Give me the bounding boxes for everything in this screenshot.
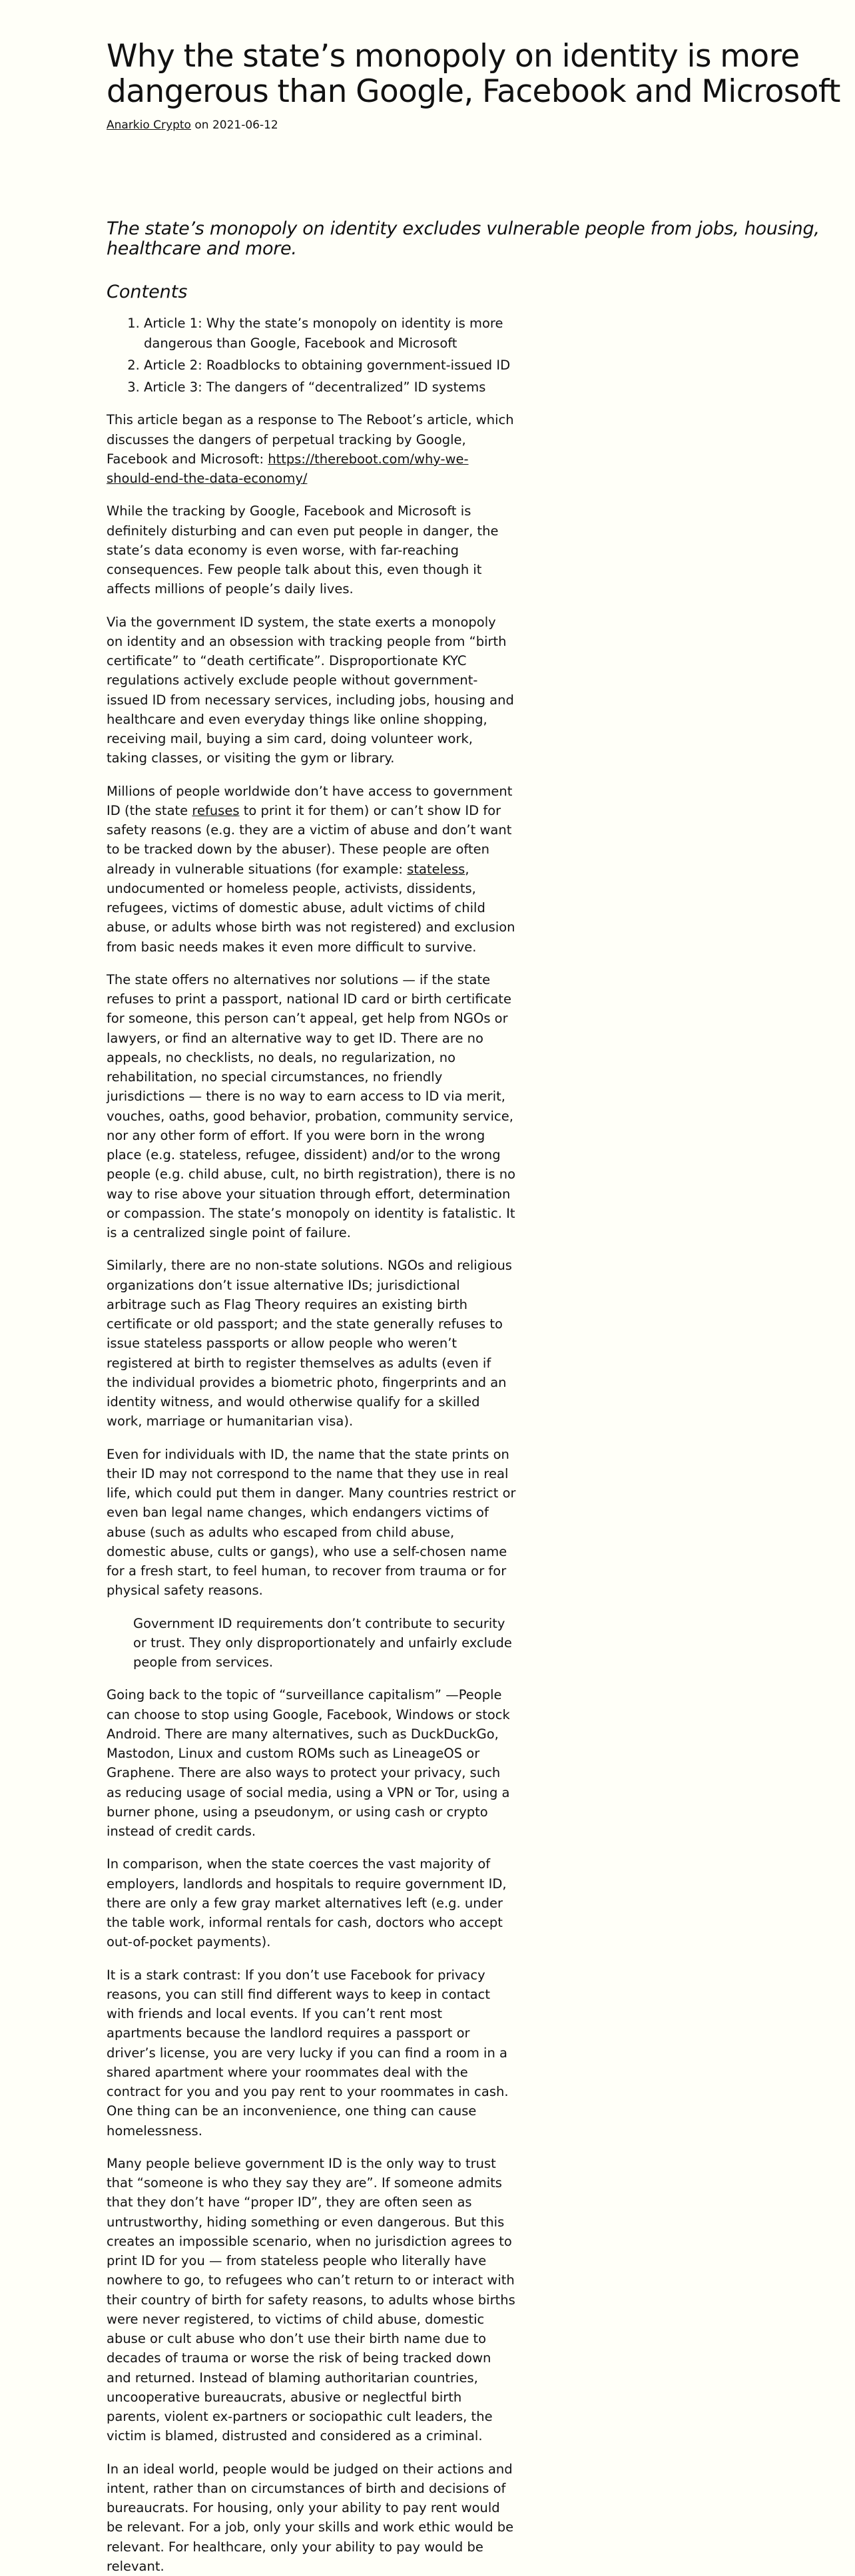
paragraph: Going back to the topic of “surveillance capitalism” —People can choose to stop using Google, Facebook, Windows or stock Android. There are many alternatives, such as DuckDuckGo, Mastodon, Linux and custom ROMs such as LineageOS or Graphene. There are also ways to protect your privacy, such as reducing usage of social media, using a VPN or Tor, using a burner phone, using a pseudonym, or using cash or crypto instead of credit cards. bbox=[107, 1687, 510, 1840]
paragraph-text: , undocumented or homeless people, activists, dissidents, refugees, victims of domestic abuse, adult victims of child abuse, or adults whose birth was not registered) and exclusion from basic needs makes it even more difficult to survive. bbox=[107, 861, 515, 955]
table-of-contents bbox=[107, 314, 516, 397]
toc-item[interactable]: 2. Article 2: Roadblocks to obtaining government-issued ID bbox=[144, 356, 516, 375]
paragraph bbox=[107, 410, 516, 488]
paragraph: Many people believe government ID is the only way to trust that “someone is who they say they are”. If someone admits that they don’t have “proper ID”, they are often seen as untrustworthy, hiding something or even dangerous. But this creates an impossible scenario, when no jurisdiction agrees to print ID for you — from stateless people who literally have nowhere to go, to refugees who can’t return to or interact with their country of birth for safety reasons, to adults whose births were never registered, to victims of child abuse, domestic abuse or cult abuse who don’t use their birth name due to decades of trauma or worse the risk of being tracked down and returned. Instead of blaming authoritarian countries, uncooperative bureaucrats, abusive or neglectful birth parents, violent ex-partners or sociopathic cult leaders, the victim is blamed, distrusted and considered as a criminal. bbox=[107, 2155, 515, 2444]
toc-item[interactable]: 3. Article 3: The dangers of “decentralized” ID systems bbox=[144, 378, 516, 397]
paragraph: In an ideal world, people would be judged on their actions and intent, rather than on circumstances of birth and decisions of bureaucrats. For housing, only your ability to pay rent would be relevant. For a job, only your skills and work ethic would be relevant. For healthcare, only your ability to pay would be relevant. bbox=[107, 2461, 514, 2574]
byline-on: on bbox=[190, 119, 212, 132]
paragraph bbox=[107, 782, 516, 957]
reboot-article-link[interactable]: https://thereboot.com/why-we-should-end-the-data-economy/ bbox=[107, 451, 469, 487]
paragraph: It is a stark contrast: If you don’t use Facebook for privacy reasons, you can still find different ways to keep in contact with friends and local events. If you can’t rent most apartments because the landlord requires a passport or driver’s license, you are very lucky if you can find a room in a shared apartment where your roommates deal with the contract for you and you pay rent to your roommates in cash. One thing can be an inconvenience, one thing can cause homelessness. bbox=[107, 1967, 509, 2139]
article-title: Why the state’s monopoly on identity is more dangerous than Google, Facebook and Microsoft bbox=[107, 38, 840, 111]
article bbox=[107, 39, 846, 2576]
byline bbox=[107, 119, 846, 132]
paragraph: The state offers no alternatives nor solutions — if the state refuses to print a passport, national ID card or birth certificate for someone, this person can’t appeal, get help from NGOs or lawyers, or find an alternative way to get ID. There are no appeals, no checklists, no deals, no regularization, no rehabilitation, no special circumstances, no friendly jurisdictions — there is no way to earn access to ID via merit, vouches, oaths, good behavior, probation, community service, nor any other form of effort. If you were born in the wrong place (e.g. stateless, refugee, dissident) and/or to the wrong people (e.g. child abuse, cult, no birth registration), there is no way to rise above your situation through effort, determination or compassion. The state’s monopoly on identity is fatalistic. It is a centralized single point of failure. bbox=[107, 971, 516, 1241]
publish-date: 2021-06-12 bbox=[212, 119, 278, 132]
blockquote bbox=[133, 1614, 516, 1673]
paragraph-text: This article began as a response to The Reboot’s article, which discusses the dangers of perpetual tracking by Google, Facebook and Microsoft: bbox=[107, 412, 514, 467]
quote-text: Government ID requirements don’t contribute to security or trust. They only disproportionately and unfairly exclude people from services. bbox=[133, 1615, 512, 1671]
paragraph: In comparison, when the state coerces the vast majority of employers, landlords and hospitals to require government ID, there are only a few gray market alternatives left (e.g. under the table work, informal rentals for cash, doctors who accept out-of-pocket payments). bbox=[107, 1856, 507, 1950]
stateless-link[interactable]: stateless bbox=[407, 861, 465, 877]
article-subtitle: The state’s monopoly on identity excludes vulnerable people from jobs, housing, healthcare and more. bbox=[107, 218, 820, 259]
paragraph: Similarly, there are no non-state solutions. NGOs and religious organizations don’t issue alternative IDs; jurisdictional arbitrage such as Flag Theory requires an existing birth certificate or old passport; and the state generally refuses to issue stateless passports or allow people who weren’t registered at birth to register themselves as adults (even if the individual provides a biometric photo, fingerprints and an identity witness, and would otherwise qualify for a skilled work, marriage or humanitarian visa). bbox=[107, 1258, 512, 1429]
paragraph-text: to print it for them) or can’t show ID for safety reasons (e.g. they are a victim of abuse and don’t want to be tracked down by the abuser). These people are often already in vulnerable situations (for example: bbox=[107, 802, 512, 877]
paragraph-text: Millions of people worldwide don’t have access to government ID (the state bbox=[107, 783, 513, 818]
author-link[interactable]: Anarkio Crypto bbox=[107, 119, 191, 132]
refuses-link[interactable]: refuses bbox=[192, 802, 240, 818]
contents-heading: Contents bbox=[107, 282, 188, 303]
toc-item[interactable]: 1. Article 1: Why the state’s monopoly on identity is more dangerous than Google, Facebook and Microsoft bbox=[144, 314, 516, 353]
article-body bbox=[107, 314, 516, 2576]
paragraph: Even for individuals with ID, the name that the state prints on their ID may not correspond to the name that they use in real life, which could put them in danger. Many countries restrict or even ban legal name changes, which endangers victims of abuse (such as adults who escaped from child abuse, domestic abuse, cults or gangs), who use a self-chosen name for a fresh start, to feel human, to recover from trauma or for physical safety reasons. bbox=[107, 1446, 516, 1599]
paragraph: While the tracking by Google, Facebook and Microsoft is definitely disturbing and can even put people in danger, the state’s data economy is even worse, with far-reaching consequences. Few people talk about this, even though it affects millions of people’s daily lives. bbox=[107, 503, 499, 597]
paragraph: Via the government ID system, the state exerts a monopoly on identity and an obsession with tracking people from “birth certificate” to “death certificate”. Disproportionate KYC regulations actively exclude people without government-issued ID from necessary services, including jobs, housing and healthcare and even everyday things like online shopping, receiving mail, buying a sim card, doing volunteer work, taking classes, or visiting the gym or library. bbox=[107, 614, 514, 766]
